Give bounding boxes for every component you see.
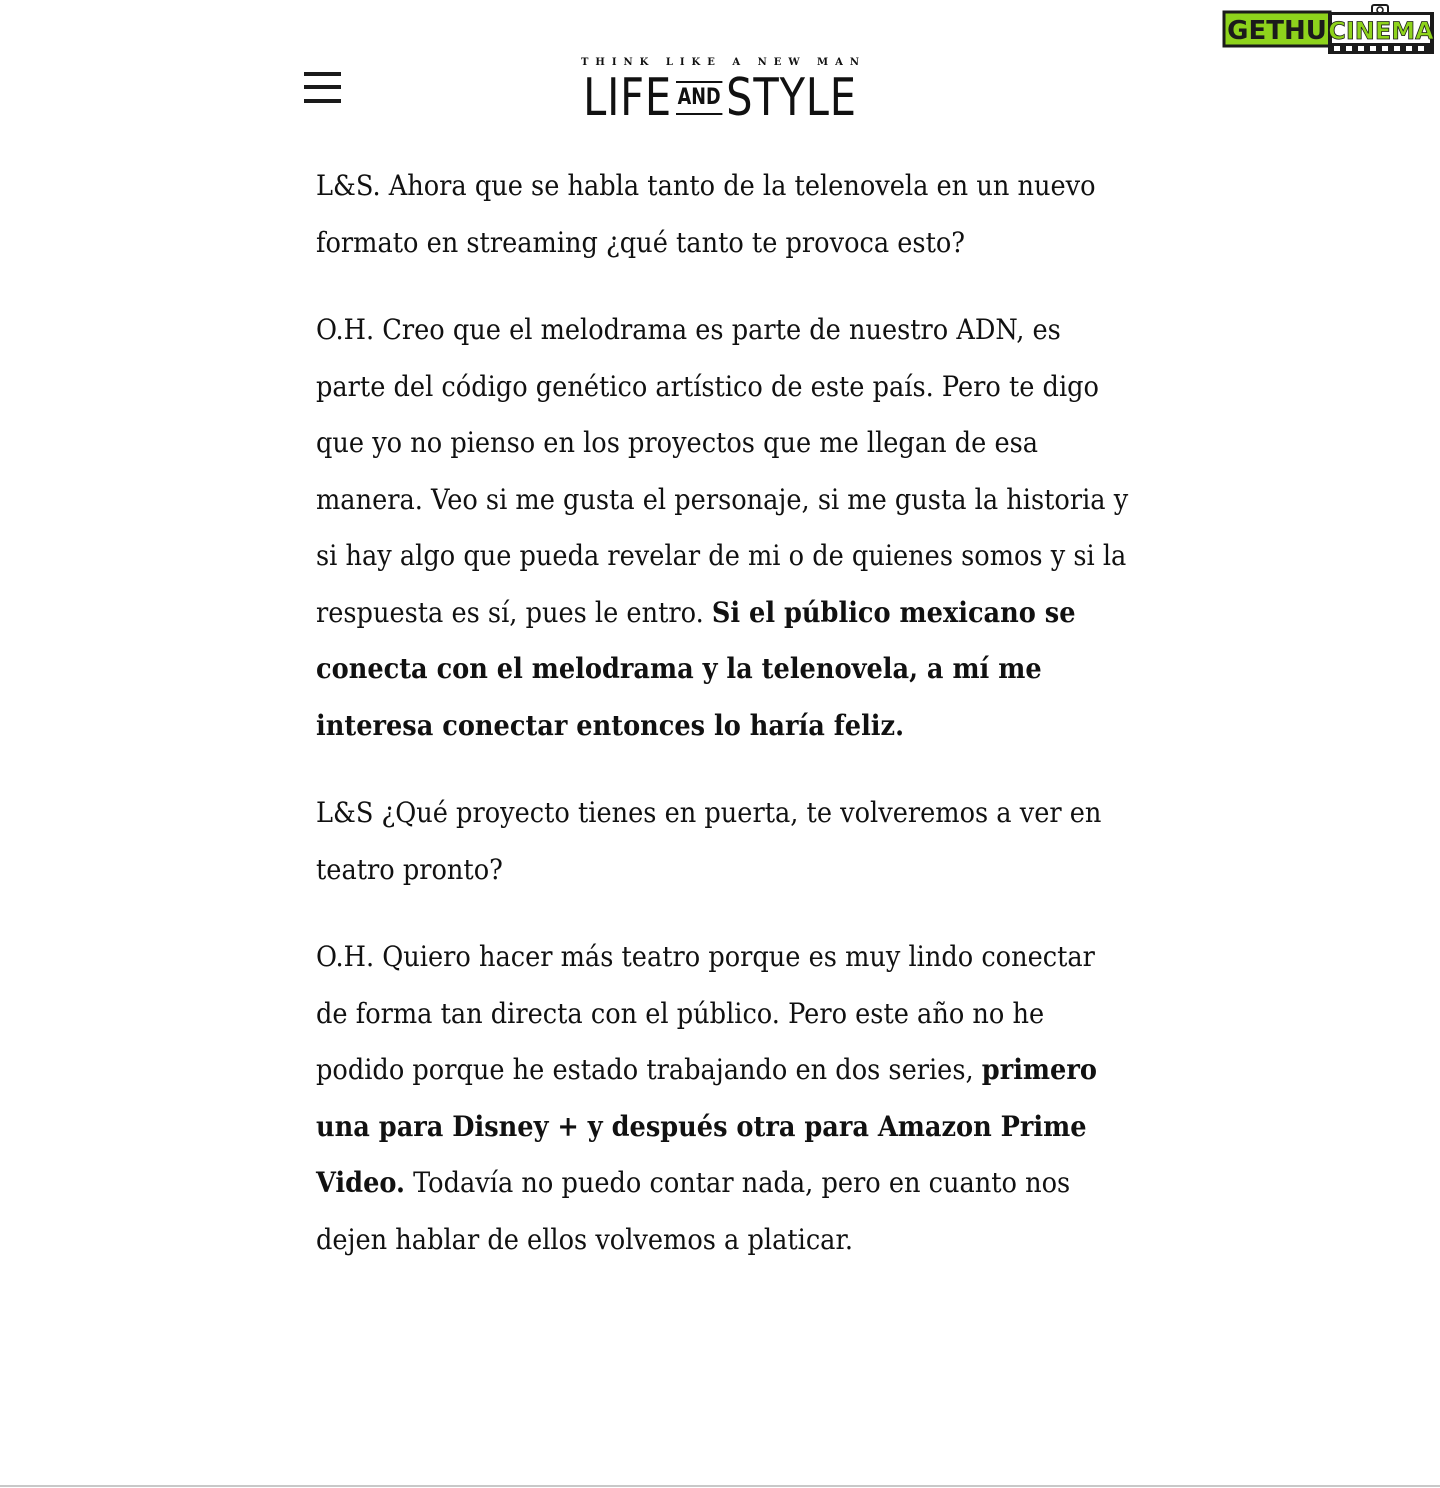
logo-word-and: AND — [676, 81, 722, 115]
site-logo[interactable] — [560, 56, 880, 130]
text-run: Todavía no puedo contar nada, pero en cuanto nos dejen hablar de ellos volvemos a platicar. — [316, 1166, 1071, 1256]
article-paragraph — [316, 929, 1130, 1268]
bottom-divider — [0, 1485, 1440, 1487]
text-run: O.H. Quiero hacer más teatro porque es muy lindo conectar de forma tan directa con el público. Pero este año no he podido porque he estado trabajando en dos series, — [316, 940, 1095, 1086]
text-run: L&S ¿Qué proyecto tienes en puerta, te volveremos a ver en teatro pronto? — [316, 796, 1102, 886]
article-paragraph — [316, 785, 1130, 898]
article-paragraph — [316, 158, 1130, 271]
article-paragraph — [316, 302, 1130, 754]
text-run: L&S. Ahora que se habla tanto de la telenovela en un nuevo formato en streaming ¿qué tanto te provoca esto? — [316, 169, 1096, 259]
bold-text-run: primero una para Disney + y después otra para Amazon Prime Video. — [316, 1053, 1097, 1199]
article-body — [316, 158, 1136, 1299]
watermark-text-cinema: CINEMA — [1328, 17, 1434, 45]
menu-bar — [304, 99, 341, 103]
watermark-graphic — [1222, 4, 1436, 58]
logo-wordmark — [583, 68, 857, 128]
menu-bar — [304, 72, 341, 76]
logo-word-life: LIFE — [583, 68, 672, 128]
hamburger-menu-icon[interactable] — [304, 72, 342, 106]
logo-tagline: THINK LIKE A NEW MAN — [580, 57, 867, 68]
logo-word-style: STYLE — [726, 68, 857, 128]
watermark-text-gethu: GETHU — [1227, 16, 1327, 46]
gethu-cinema-watermark-logo — [1222, 4, 1436, 58]
text-run: O.H. Creo que el melodrama es parte de nuestro ADN, es parte del código genético artístico de este país. Pero te digo que yo no pienso en los proyectos que me llegan de esa manera. Veo si me gusta el personaje, si me gusta la historia y si hay algo que pueda revelar de mi o de quienes somos y si la respuesta es sí, pues le entro. — [316, 313, 1129, 629]
menu-bar — [304, 85, 341, 89]
bold-text-run: Si el público mexicano se conecta con el melodrama y la telenovela, a mí me interesa conectar entonces lo haría feliz. — [316, 595, 1076, 742]
